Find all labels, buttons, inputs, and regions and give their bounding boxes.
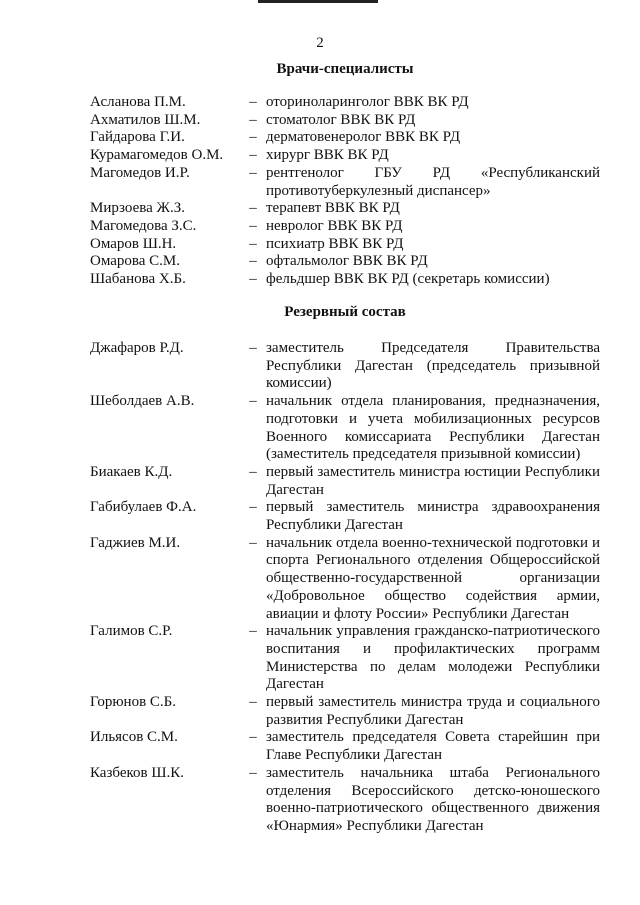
person-role: терапевт ВВК ВК РД — [266, 200, 400, 217]
dash-separator: – — [249, 217, 257, 234]
dash-separator: – — [249, 534, 257, 551]
list-item — [90, 253, 600, 271]
person-name: Асланова П.М. — [90, 94, 186, 110]
dash-separator: – — [249, 94, 257, 110]
dash-separator: – — [249, 111, 257, 128]
list-item — [90, 765, 600, 836]
person-name: Галимов С.Р. — [90, 623, 173, 640]
list-item — [90, 94, 600, 112]
dash-separator: – — [249, 235, 257, 252]
person-role: заместитель начальника штаба Регионального отделения Всероссийского детско-юношеского военно-патриотического общественного движения «Юнармия» Республики Дагестан — [266, 764, 600, 834]
list-item — [90, 271, 600, 289]
person-role: заместитель председателя Совета старейшин при Главе Республики Дагестан — [266, 729, 600, 764]
person-role: офтальмолог ВВК ВК РД — [266, 253, 428, 270]
person-role: первый заместитель министра здравоохранения Республики Дагестан — [266, 499, 600, 534]
dash-separator: – — [249, 623, 257, 640]
doctors-section-heading: Врачи-специалисты — [276, 61, 414, 77]
dash-separator: – — [249, 253, 257, 270]
person-name: Омарова С.М. — [90, 253, 181, 270]
person-role: рентгенолог ГБУ РД «Республиканский противотуберкулезный диспансер» — [266, 164, 600, 199]
dash-separator: – — [249, 463, 257, 480]
reserve-section-heading: Резервный состав — [284, 304, 406, 320]
person-name: Курамагомедов О.М. — [90, 147, 224, 164]
list-item — [90, 112, 600, 130]
dash-separator: – — [249, 764, 257, 781]
scan-top-mark — [258, 0, 378, 3]
list-item — [90, 200, 600, 218]
person-name: Габибулаев Ф.А. — [90, 499, 197, 516]
list-item — [90, 694, 600, 729]
person-name: Казбеков Ш.К. — [90, 764, 184, 781]
person-name: Магомедова З.С. — [90, 217, 197, 234]
person-name: Биакаев К.Д. — [90, 463, 173, 480]
person-name: Мирзоева Ж.З. — [90, 200, 185, 217]
dash-separator: – — [249, 200, 257, 217]
person-name: Гайдарова Г.И. — [90, 129, 185, 146]
person-name: Шеболдаев А.В. — [90, 393, 195, 410]
dash-separator: – — [249, 164, 257, 181]
dash-separator: – — [249, 340, 257, 356]
list-item — [90, 729, 600, 764]
person-name: Горюнов С.Б. — [90, 694, 177, 711]
person-name: Джафаров Р.Д. — [90, 340, 184, 356]
dash-separator: – — [249, 729, 257, 746]
person-role: стоматолог ВВК ВК РД — [266, 111, 416, 128]
person-role: начальник отдела военно-технической подготовки и спорта Регионального отделения Общероссийской общественно-государственной организации «Добровольное общество содействия армии, авиации и флоту России» Республики Дагестан — [266, 534, 600, 622]
list-item — [90, 535, 600, 624]
list-item — [90, 129, 600, 147]
dash-separator: – — [249, 129, 257, 146]
person-role: фельдшер ВВК ВК РД (секретарь комиссии) — [266, 271, 550, 288]
person-role: начальник отдела планирования, предназначения, подготовки и учета мобилизационных ресурсов Военного комиссариата Республики Дагестан (заместитель председателя призывной комиссии) — [266, 393, 600, 463]
person-name: Шабанова Х.Б. — [90, 271, 186, 288]
list-item — [90, 499, 600, 534]
reserve-list — [90, 340, 600, 836]
person-role: невролог ВВК ВК РД — [266, 217, 403, 234]
person-name: Омаров Ш.Н. — [90, 235, 177, 252]
list-item — [90, 623, 600, 694]
list-item — [90, 147, 600, 165]
dash-separator: – — [249, 393, 257, 410]
person-name: Ахматилов Ш.М. — [90, 111, 201, 128]
person-role: заместитель Председателя Правительства Республики Дагестан (председатель призывной комиссии) — [266, 340, 600, 392]
doctors-list — [90, 94, 600, 289]
list-item — [90, 236, 600, 254]
person-role: первый заместитель министра труда и социального развития Республики Дагестан — [266, 694, 600, 728]
list-item — [90, 340, 600, 393]
list-item — [90, 393, 600, 464]
person-role: начальник управления гражданско-патриотического воспитания и профилактических программ Министерства по делам молодежи Республики Дагестан — [266, 623, 600, 693]
person-role: оториноларинголог ВВК ВК РД — [266, 94, 469, 110]
dash-separator: – — [249, 694, 257, 711]
person-name: Ильясов С.М. — [90, 729, 178, 746]
person-role: дерматовенеролог ВВК ВК РД — [266, 129, 461, 146]
list-item — [90, 464, 600, 499]
list-item — [90, 165, 600, 200]
dash-separator: – — [249, 499, 257, 516]
person-role: психиатр ВВК ВК РД — [266, 235, 404, 252]
list-item — [90, 218, 600, 236]
person-name: Магомедов И.Р. — [90, 164, 190, 181]
dash-separator: – — [249, 271, 257, 288]
person-role: первый заместитель министра юстиции Республики Дагестан — [266, 463, 600, 498]
person-name: Гаджиев М.И. — [90, 534, 181, 551]
page-number: 2 — [316, 35, 324, 51]
person-role: хирург ВВК ВК РД — [266, 147, 389, 164]
dash-separator: – — [249, 147, 257, 164]
